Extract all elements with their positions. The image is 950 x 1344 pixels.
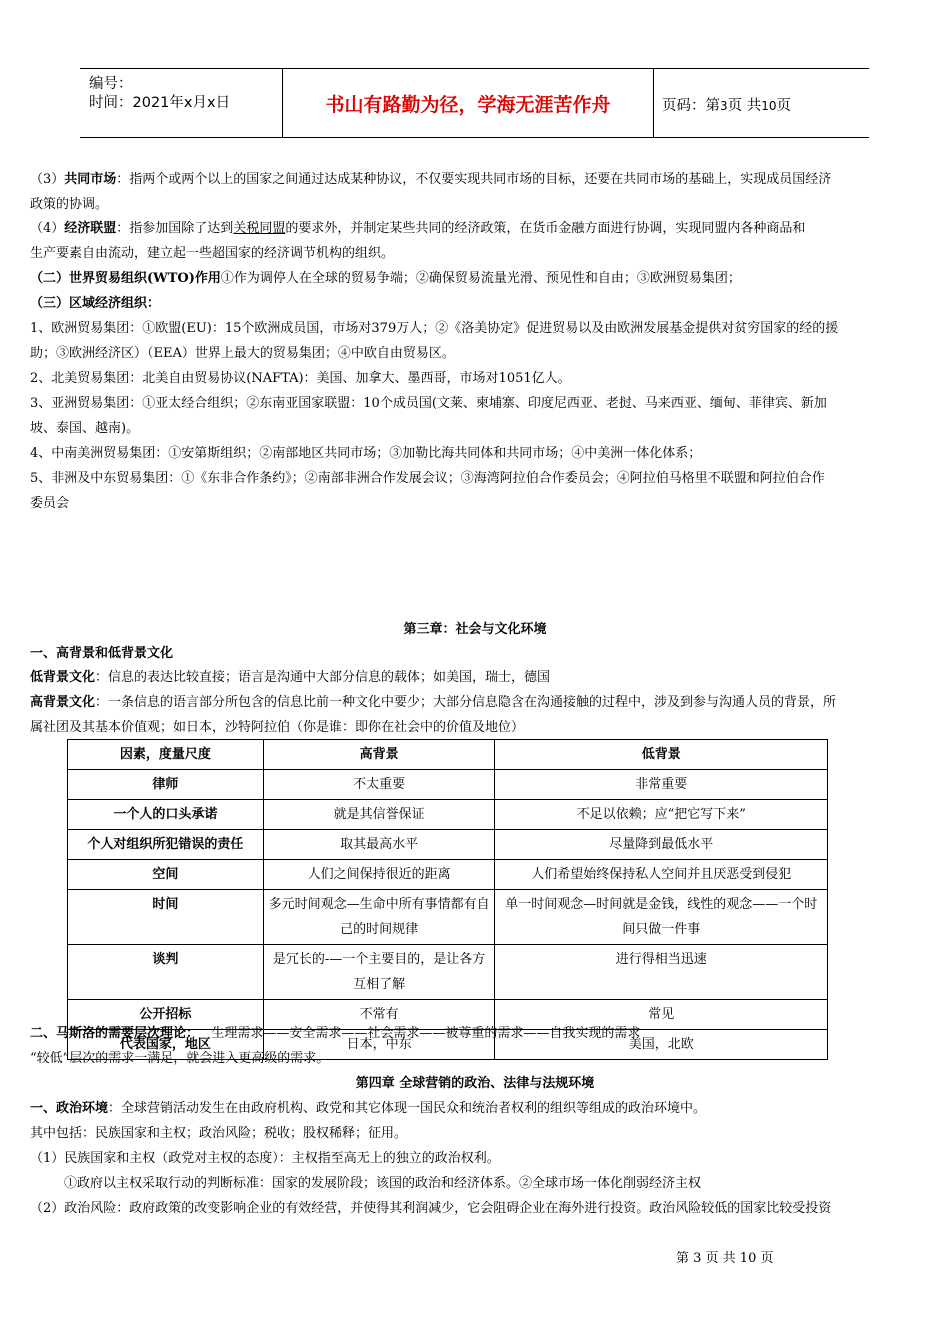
political-env-term: 一、政治环境 (30, 1101, 109, 1116)
low-context-text: ：信息的表达比较直接；语言是沟通中大部分信息的载体；如美国，瑞士，德国 (95, 670, 551, 685)
table-cell-factor: 一个人的口头承诺 (68, 800, 264, 830)
low-context-term: 低背景文化 (30, 670, 96, 685)
table-cell-low: 非常重要 (495, 770, 828, 800)
table-cell-high: 人们之间保持很近的距离 (263, 860, 495, 890)
customs-union-link[interactable]: 关税同盟 (233, 221, 286, 236)
document-header (80, 68, 869, 138)
table-cell-low: 单一时间观念—时间就是金钱，线性的观念——一个时间只做一件事 (495, 890, 828, 945)
political-env-list: 其中包括：民族国家和主权；政治风险；税收；股权稀释；征用。 (30, 1126, 408, 1141)
table-cell-factor: 律师 (68, 770, 264, 800)
header-page-total: 10 (761, 99, 777, 113)
table-cell-factor: 空间 (68, 860, 264, 890)
page-footer: 第 3 页 共 10 页 (676, 1251, 774, 1266)
regional-item-4: 4、中南美洲贸易集团：①安第斯组织；②南部地区共同市场；③加勒比海共同体和共同市场；④中美洲一体化体系； (30, 446, 702, 461)
table-cell-low: 人们希望始终保持私人空间并且厌恶受到侵犯 (495, 860, 828, 890)
table-cell-high: 就是其信誉保证 (263, 800, 495, 830)
header-number-label: 编号： (89, 76, 133, 92)
maslow-paragraph (30, 1025, 640, 1043)
context-comparison-table (67, 739, 828, 1060)
table-cell-high: 取其最高水平 (263, 830, 495, 860)
common-market-paragraph (30, 171, 831, 189)
p4-number: （4） (30, 221, 65, 236)
table-row (68, 830, 828, 860)
regional-item-3: 3、亚洲贸易集团：①亚太经合组织；②东南亚国家联盟：10个成员国(文莱、柬埔寨、印度尼西亚、老挝、马来西亚、缅甸、菲律宾、新加 (30, 396, 827, 411)
table-header-cell: 低背景 (495, 740, 828, 770)
chapter3-title: 第三章：社会与文化环境 (403, 622, 547, 637)
header-page-current: 3 (720, 99, 728, 113)
table-cell-high: 不常有 (263, 1000, 495, 1030)
table-cell-low: 常见 (495, 1000, 828, 1030)
header-page-suffix: 页 (776, 98, 792, 114)
high-context-paragraph-cont: 属社团及其基本价值观；如日本，沙特阿拉伯（你是谁：即你在社会中的价值及地位） (30, 720, 525, 735)
table-cell-factor: 时间 (68, 890, 264, 945)
table-cell-high: 是冗长的-—一个主要目的，是让各方互相了解 (263, 945, 495, 1000)
regional-item-2: 2、北美贸易集团：北美自由贸易协议(NAFTA)：美国、加拿大、墨西哥，市场对1051亿人。 (30, 371, 571, 386)
table-cell-high: 日本，中东 (263, 1030, 495, 1060)
maslow-text: 生理需求——安全需求——社会需求——被尊重的需求——自我实现的需求 (199, 1026, 641, 1041)
wto-text: ①作为调停人在全球的贸易争端；②确保贸易流量光滑、预见性和自由；③欧洲贸易集团； (220, 271, 741, 286)
low-context-paragraph (30, 669, 550, 687)
p3-number: （3） (30, 172, 65, 187)
chapter4-title: 第四章 全球营销的政治、法律与法规环境 (355, 1076, 595, 1091)
sovereignty-paragraph: （1）民族国家和主权（政党对主权的态度）：主权指至高无上的独立的政治权利。 (30, 1151, 500, 1166)
header-page-mid: 页 共 (727, 98, 762, 114)
regional-item-1: 1、欧洲贸易集团：①欧盟(EU)：15个欧洲成员国，市场对379万人；②《洛美协定》促进贸易以及由欧洲发展基金提供对贫穷国家的经的援 (30, 321, 839, 336)
table-cell-low: 不足以依赖；应“把它写下来” (495, 800, 828, 830)
economic-union-term: 经济联盟 (64, 221, 117, 236)
table-row (68, 945, 828, 1000)
regional-item-5: 5、非洲及中东贸易集团：①《东非合作条约》；②南部非洲合作发展会议；③海湾阿拉伯合作委员会；④阿拉伯马格里不联盟和阿拉伯合作 (30, 471, 825, 486)
high-context-paragraph (30, 694, 836, 712)
maslow-heading: 二、马斯洛的需要层次理论： (30, 1026, 200, 1041)
table-header-row (68, 740, 828, 770)
maslow-paragraph-cont: “较低”层次的需求一满足，就会进入更高级的需求。 (30, 1051, 330, 1066)
regional-item-1-cont: 助；③欧洲经济区）（EEA）世界上最大的贸易集团；④中欧自由贸易区。 (30, 346, 455, 361)
table-row (68, 890, 828, 945)
economic-union-text-b: 的要求外，并制定某些共同的经济政策，在货币金融方面进行协调，实现同盟内各种商品和 (285, 221, 806, 236)
table-cell-factor: 代表国家，地区 (68, 1030, 264, 1060)
header-page-prefix: 页码：第 (662, 98, 720, 114)
economic-union-text-a: ：指参加国除了达到 (116, 221, 234, 236)
table-cell-low: 进行得相当迅速 (495, 945, 828, 1000)
table-header-cell: 高背景 (263, 740, 495, 770)
table-row (68, 800, 828, 830)
high-context-text: ：一条信息的语言部分所包含的信息比前一种文化中要少；大部分信息隐含在沟通接触的过程中，涉及到参与沟通人员的背景，所 (95, 695, 837, 710)
sovereignty-criteria: ①政府以主权采取行动的判断标准：国家的发展阶段；该国的政治和经济体系。②全球市场一体化削弱经济主权 (64, 1176, 702, 1191)
economic-union-paragraph-cont: 生产要素自由流动，建立起一些超国家的经济调节机构的组织。 (30, 246, 395, 261)
table-cell-factor: 个人对组织所犯错误的责任 (68, 830, 264, 860)
common-market-paragraph-cont: 政策的协调。 (30, 197, 109, 212)
high-context-term: 高背景文化 (30, 695, 96, 710)
chapter3-section1-heading: 一、高背景和低背景文化 (30, 646, 174, 661)
political-env-paragraph (30, 1100, 706, 1118)
header-page-indicator (662, 94, 791, 115)
wto-paragraph (30, 270, 741, 288)
table-cell-factor: 公开招标 (68, 1000, 264, 1030)
regional-item-5-cont: 委员会 (30, 496, 70, 511)
table-header-cell: 因素，度量尺度 (68, 740, 264, 770)
table-row (68, 860, 828, 890)
header-meta-cell (80, 69, 283, 137)
table-cell-low: 尽量降到最低水平 (495, 830, 828, 860)
table-cell-low: 美国，北欧 (495, 1030, 828, 1060)
header-motto: 书山有路勤为径，学海无涯苦作舟 (283, 69, 654, 137)
table-cell-factor: 谈判 (68, 945, 264, 1000)
wto-title: （二）世界贸易组织(WTO)作用 (30, 271, 221, 286)
table-row (68, 770, 828, 800)
header-time-label: 时间：2021年x月x日 (89, 95, 231, 111)
common-market-term: 共同市场 (64, 172, 117, 187)
economic-union-paragraph (30, 220, 805, 238)
regional-item-3-cont: 坡、泰国、越南)。 (30, 421, 140, 436)
common-market-text: ：指两个或两个以上的国家之间通过达成某种协议，不仅要实现共同市场的目标，还要在共同市场的基础上，实现成员国经济 (116, 172, 832, 187)
table-cell-high: 多元时间观念—生命中所有事情都有自己的时间规律 (263, 890, 495, 945)
political-risk-paragraph: （2）政治风险：政府政策的改变影响企业的有效经营，并使得其利润减少，它会阻碍企业在海外进行投资。政治风险较低的国家比较受投资 (30, 1201, 832, 1216)
political-env-text: ：全球营销活动发生在由政府机构、政党和其它体现一国民众和统治者权利的组织等组成的政治环境中。 (108, 1101, 707, 1116)
table-cell-high: 不太重要 (263, 770, 495, 800)
regional-org-heading: （三）区域经济组织： (30, 296, 161, 311)
